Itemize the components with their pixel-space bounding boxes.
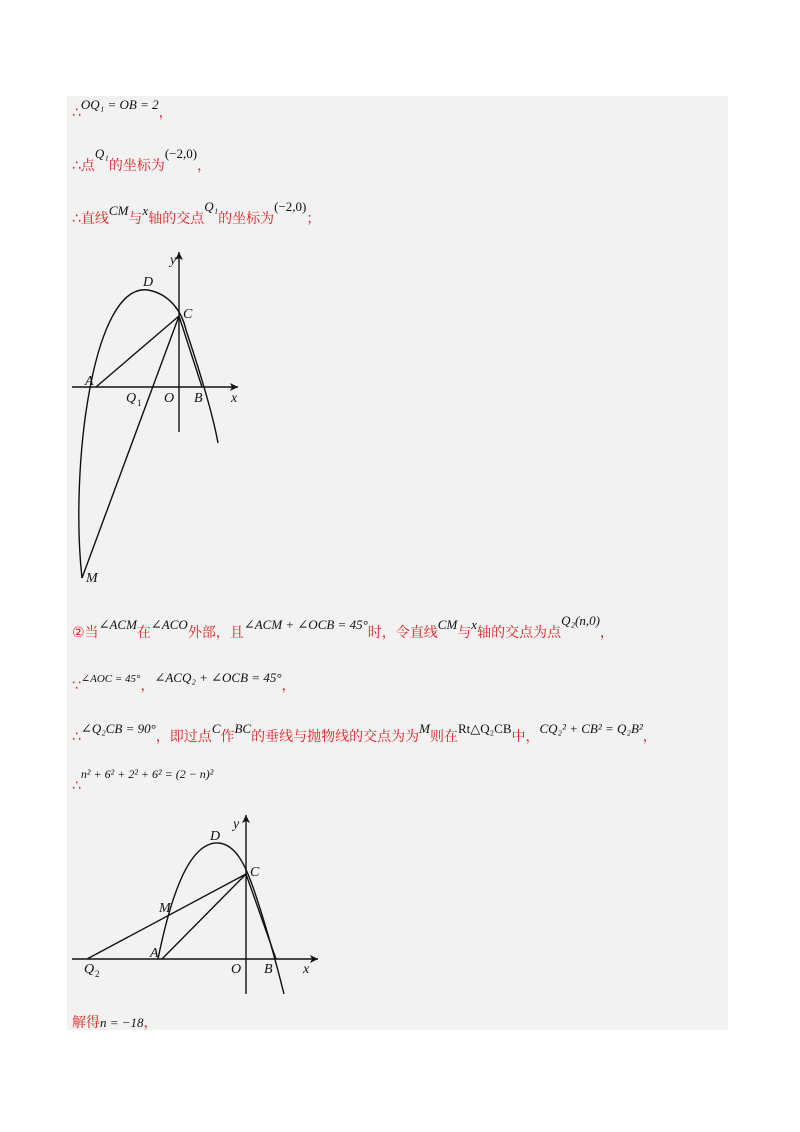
text-segment: 的坐标为 — [108, 158, 165, 174]
text-segment: 轴的交点 — [148, 211, 205, 227]
text-segment: ∴ — [72, 778, 81, 794]
label-x: x — [303, 962, 310, 977]
label-a: A — [85, 374, 94, 389]
text-segment: 解得 — [72, 1015, 100, 1031]
math-expression: C — [211, 721, 221, 736]
text-segment: 的坐标为 — [218, 211, 275, 227]
label-m: M — [86, 571, 98, 586]
text-segment: 时，令直线 — [367, 625, 438, 641]
math-expression: ∠Q₂CB = 90° — [80, 721, 156, 736]
label-q-subscript: 1 — [137, 398, 142, 408]
text-segment: 则在 — [429, 729, 458, 745]
math-expression: x — [471, 617, 478, 632]
math-expression: Q₁ — [94, 146, 109, 161]
math-expression: ∠AOC = 45° — [80, 673, 141, 685]
punctuation: ， — [642, 729, 657, 745]
case-2-statement — [72, 613, 614, 642]
math-expression: (−2,0) — [274, 199, 307, 214]
math-expression: ∠ACQ₂ + ∠OCB = 45° — [154, 670, 282, 685]
segment-q2c — [87, 874, 246, 959]
math-expression: ∠ACO — [150, 617, 188, 632]
text-segment: ， — [140, 678, 155, 694]
label-o: O — [231, 962, 242, 977]
text-segment: ∴直线 — [72, 211, 109, 227]
punctuation: ， — [599, 625, 614, 641]
step-q1-coordinates — [72, 146, 212, 175]
math-expression: BC — [234, 721, 252, 736]
step-line-cm-intersection — [72, 199, 321, 228]
label-c: C — [183, 307, 193, 322]
text-segment: 与 — [128, 211, 143, 227]
text-segment: 的垂线与抛物线的交点为为 — [251, 729, 420, 745]
figure-1-parabola — [67, 245, 257, 590]
text-segment: ∴ — [72, 729, 81, 745]
text-segment: 外部，且 — [187, 625, 244, 641]
step-oq1-equals-ob — [72, 97, 173, 122]
label-y: y — [233, 817, 240, 832]
text-segment: 与 — [457, 625, 472, 641]
label-q-subscript: 2 — [95, 969, 100, 979]
math-expression: Rt△Q₂CB — [457, 721, 512, 736]
text-segment: 在 — [136, 625, 151, 641]
step-equation — [72, 767, 214, 794]
math-expression: ∠ACM — [98, 617, 137, 632]
text-segment: ∴点 — [72, 158, 95, 174]
text-segment: ②当 — [72, 625, 99, 641]
step-right-triangle — [72, 721, 657, 746]
label-b: B — [194, 391, 203, 406]
math-expression: Q₁ — [204, 199, 219, 214]
label-d: D — [143, 275, 154, 290]
punctuation: ； — [306, 211, 321, 227]
label-x: x — [231, 391, 238, 406]
figure-2-parabola — [67, 808, 327, 998]
parabola-curve — [79, 290, 218, 578]
text-segment: ，即过点 — [155, 729, 212, 745]
math-expression: M — [419, 721, 430, 736]
math-expression: CM — [108, 203, 129, 218]
math-expression: CQ₂² + CB² = Q₂B² — [539, 721, 643, 736]
punctuation: ， — [281, 678, 296, 694]
math-expression: n = −18 — [100, 1015, 144, 1030]
text-segment: 轴的交点为点 — [477, 625, 562, 641]
math-expression: (−2,0) — [164, 146, 198, 161]
math-expression: OQ₁ = OB = 2 — [80, 97, 159, 112]
punctuation: ， — [143, 1015, 158, 1031]
label-q: Q — [126, 391, 137, 406]
label-d: D — [210, 829, 221, 844]
label-q: Q — [84, 962, 95, 977]
label-y: y — [170, 253, 177, 268]
step-solution — [72, 1012, 158, 1032]
text-segment: 作 — [220, 729, 235, 745]
math-expression: ∠ACM + ∠OCB = 45° — [243, 617, 368, 632]
segment-cb — [179, 316, 202, 387]
step-angle-relations — [72, 670, 296, 695]
segment-cb — [246, 874, 276, 959]
text-segment: ∵ — [72, 678, 81, 694]
label-o: O — [164, 391, 175, 406]
math-expression: CM — [437, 617, 458, 632]
label-b: B — [264, 962, 273, 977]
punctuation: ， — [158, 105, 173, 121]
math-expression: x — [142, 203, 149, 218]
segment-cm — [82, 316, 179, 578]
therefore-symbol: ∴ — [72, 105, 81, 121]
text-segment: 中， — [511, 729, 540, 745]
punctuation: ， — [197, 158, 212, 174]
label-c: C — [250, 865, 260, 880]
label-m: M — [159, 901, 171, 916]
segment-ac — [162, 874, 246, 959]
label-a: A — [150, 946, 159, 961]
math-expression: n² + 6² + 2² + 6² = (2 − n)² — [80, 767, 214, 781]
math-expression: Q₂(n,0) — [561, 613, 600, 628]
